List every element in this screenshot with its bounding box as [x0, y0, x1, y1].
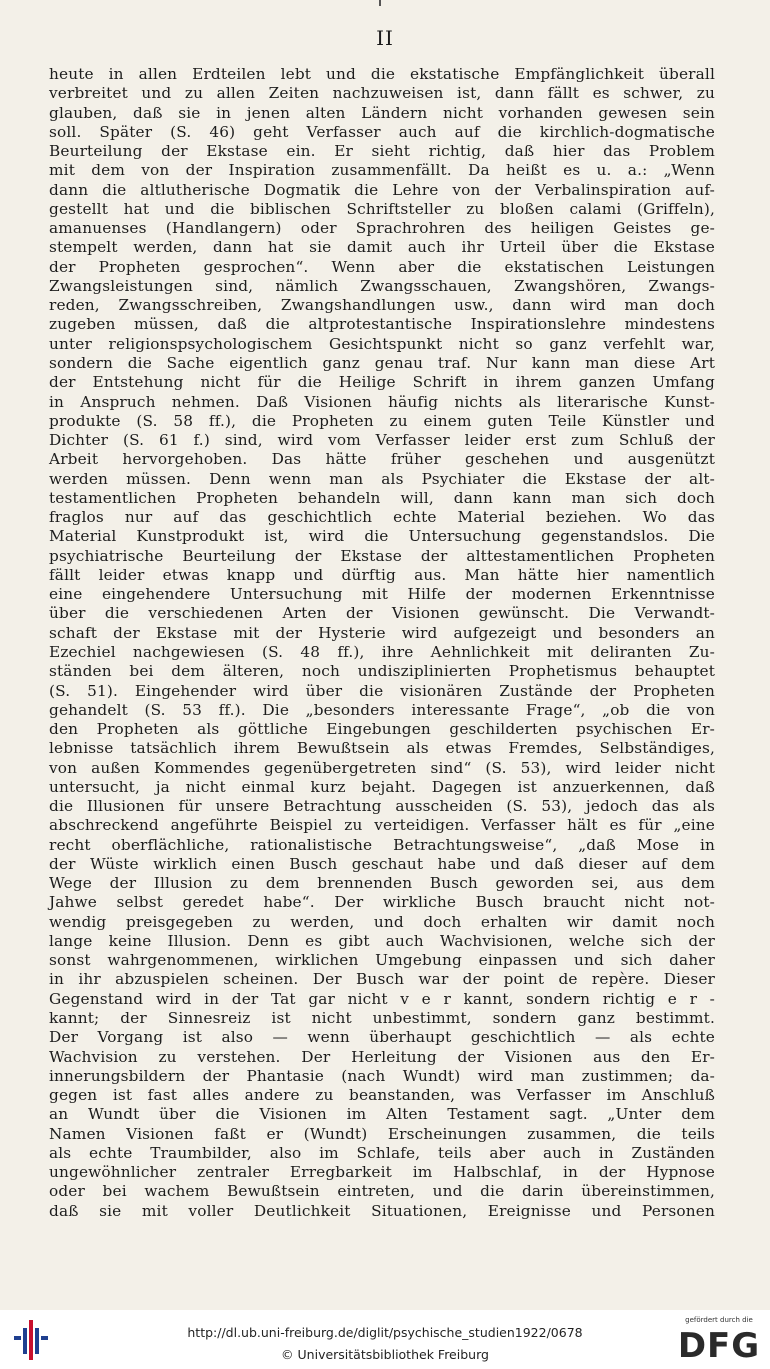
text-line: Zwangsleistungen sind, nämlich Zwangsschauen, Zwangshören, Zwangs-	[49, 276, 715, 295]
text-line: Ezechiel nachgewiesen (S. 48 ff.), ihre Aehnlichkeit mit deliranten Zu-	[49, 642, 715, 661]
viewer-footer	[0, 1310, 770, 1369]
text-line: gestellt hat und die biblischen Schriftsteller zu bloßen calami (Griffeln),	[49, 199, 715, 218]
page-number: II	[376, 26, 394, 50]
text-line: testamentlichen Propheten behandeln will, dann kann man sich doch	[49, 488, 715, 507]
text-line: werden müssen. Denn wenn man als Psychiater die Ekstase der alt-	[49, 469, 715, 488]
text-line: Der Vorgang ist also — wenn überhaupt geschichtlich — als echte	[49, 1028, 715, 1047]
text-line: Arbeit hervorgehoben. Das hätte früher geschehen und ausgenützt	[49, 450, 715, 469]
text-line: psychiatrische Beurteilung der Ekstase der alttestamentlichen Propheten	[49, 546, 715, 565]
text-line: glauben, daß sie in jenen alten Ländern nicht vorhanden gewesen sein	[49, 103, 715, 122]
text-line: sonst wahrgenommenen, wirklichen Umgebung einpassen und sich daher	[49, 951, 715, 970]
text-line: unter religionspsychologischem Gesichtspunkt nicht so ganz verfehlt war,	[49, 334, 715, 353]
text-line: von außen Kommendes gegenübergetreten sind“ (S. 53), wird leider nicht	[49, 758, 715, 777]
copyright-notice: © Universitätsbibliothek Freiburg	[281, 1347, 489, 1362]
text-line: recht oberflächliche, rationalistische Betrachtungsweise“, „daß Mose in	[49, 835, 715, 854]
text-line: (S. 51). Eingehender wird über die visionären Zustände der Propheten	[49, 681, 715, 700]
text-line: kannt; der Sinnesreiz ist nicht unbestimmt, sondern ganz bestimmt.	[49, 1009, 715, 1028]
text-line: soll. Später (S. 46) geht Verfasser auch auf die kirchlich-dogmatische	[49, 122, 715, 141]
text-line: die Illusionen für unsere Betrachtung ausscheiden (S. 53), jedoch das als	[49, 797, 715, 816]
text-line: in ihr abzuspielen scheinen. Der Busch war der point de repère. Dieser	[49, 970, 715, 989]
text-line: der Propheten gesprochen“. Wenn aber die ekstatischen Leistungen	[49, 257, 715, 276]
text-line: Namen Visionen faßt er (Wundt) Erscheinungen zusammen, die teils	[49, 1124, 715, 1143]
text-line: fraglos nur auf das geschichtlich echte Material beziehen. Wo das	[49, 508, 715, 527]
text-line: produkte (S. 58 ff.), die Propheten zu einem guten Teile Künstler und	[49, 411, 715, 430]
dfg-logo	[676, 1316, 762, 1366]
text-line: oder bei wachem Bewußtsein eintreten, und die darin übereinstimmen,	[49, 1182, 715, 1201]
text-line: über die verschiedenen Arten der Visionen gewünscht. Die Verwandt-	[49, 604, 715, 623]
top-mark	[379, 0, 381, 6]
text-line: gehandelt (S. 53 ff.). Die „besonders interessante Frage“, „ob die von	[49, 700, 715, 719]
text-line: Jahwe selbst geredet habe“. Der wirkliche Busch braucht nicht not-	[49, 893, 715, 912]
text-line: Material Kunstprodukt ist, wird die Untersuchung gegenstandslos. Die	[49, 527, 715, 546]
text-line: wendig preisgegeben zu werden, und doch erhalten wir damit noch	[49, 912, 715, 931]
text-line: schaft der Ekstase mit der Hysterie wird aufgezeigt und besonders an	[49, 623, 715, 642]
text-line: reden, Zwangsschreiben, Zwangshandlungen usw., dann wird man doch	[49, 296, 715, 315]
text-line: amanuenses (Handlangern) oder Sprachrohren des heiligen Geistes ge-	[49, 219, 715, 238]
text-line: lange keine Illusion. Denn es gibt auch Wachvisionen, welche sich der	[49, 931, 715, 950]
text-line: daß sie mit voller Deutlichkeit Situationen, Ereignisse und Personen	[49, 1201, 715, 1220]
document-url-link[interactable]: http://dl.ub.uni-freiburg.de/diglit/psychische_studien1922/0678	[187, 1325, 583, 1340]
text-line: der Wüste wirklich einen Busch geschaut habe und daß dieser auf dem	[49, 854, 715, 873]
text-line: den Propheten als göttliche Eingebungen geschilderten psychischen Er-	[49, 720, 715, 739]
text-line: Wege der Illusion zu dem brennenden Busch geworden sei, aus dem	[49, 874, 715, 893]
text-line: Gegenstand wird in der Tat gar nicht v e r kannt, sondern richtig e r -	[49, 989, 715, 1008]
text-line: in Anspruch nehmen. Daß Visionen häufig nichts als literarische Kunst-	[49, 392, 715, 411]
text-line: mit dem von der Inspiration zusammenfällt. Da heißt es u. a.: „Wenn	[49, 161, 715, 180]
text-line: der Entstehung nicht für die Heilige Schrift in ihrem ganzen Umfang	[49, 373, 715, 392]
text-line: ständen bei dem älteren, noch undisziplinierten Prophetismus behauptet	[49, 662, 715, 681]
text-line: heute in allen Erdteilen lebt und die ekstatische Empfänglichkeit überall	[49, 65, 715, 83]
text-line: gegen ist fast alles andere zu beanstanden, was Verfasser im Anschluß	[49, 1086, 715, 1105]
text-line: als echte Traumbilder, also im Schlafe, teils aber auch in Zuständen	[49, 1143, 715, 1162]
text-line: ungewöhnlicher zentraler Erregbarkeit im Halbschlaf, in der Hypnose	[49, 1163, 715, 1182]
text-line: lebnisse tatsächlich ihrem Bewußtsein als etwas Fremdes, Selbständiges,	[49, 739, 715, 758]
text-line: dann die altlutherische Dogmatik die Lehre von der Verbalinspiration auf-	[49, 180, 715, 199]
text-line: stempelt werden, dann hat sie damit auch ihr Urteil über die Ekstase	[49, 238, 715, 257]
text-line: an Wundt über die Visionen im Alten Testament sagt. „Unter dem	[49, 1105, 715, 1124]
text-line: zugeben müssen, daß die altprotestantische Inspirationslehre mindestens	[49, 315, 715, 334]
body-text	[49, 65, 715, 1221]
text-line: verbreitet und zu allen Zeiten nachzuweisen ist, dann fällt es schwer, zu	[49, 84, 715, 103]
text-line: eine eingehendere Untersuchung mit Hilfe der modernen Erkenntnisse	[49, 585, 715, 604]
text-line: innerungsbildern der Phantasie (nach Wundt) wird man zustimmen; da-	[49, 1066, 715, 1085]
text-line: abschreckend angeführte Beispiel zu verteidigen. Verfasser hält es für „eine	[49, 816, 715, 835]
dfg-caption: gefördert durch die	[685, 1316, 753, 1324]
text-line: Beurteilung der Ekstase ein. Er sieht richtig, daß hier das Problem	[49, 142, 715, 161]
text-line: Dichter (S. 61 f.) sind, wird vom Verfasser leider erst zum Schluß der	[49, 431, 715, 450]
text-line: untersucht, ja nicht einmal kurz bejaht. Dagegen ist anzuerkennen, daß	[49, 777, 715, 796]
dfg-wordmark: DFG	[677, 1326, 761, 1366]
text-line: fällt leider etwas knapp und dürftig aus. Man hätte hier namentlich	[49, 565, 715, 584]
text-line: sondern die Sache eigentlich ganz genau traf. Nur kann man diese Art	[49, 353, 715, 372]
text-line: Wachvision zu verstehen. Der Herleitung der Visionen aus den Er-	[49, 1047, 715, 1066]
